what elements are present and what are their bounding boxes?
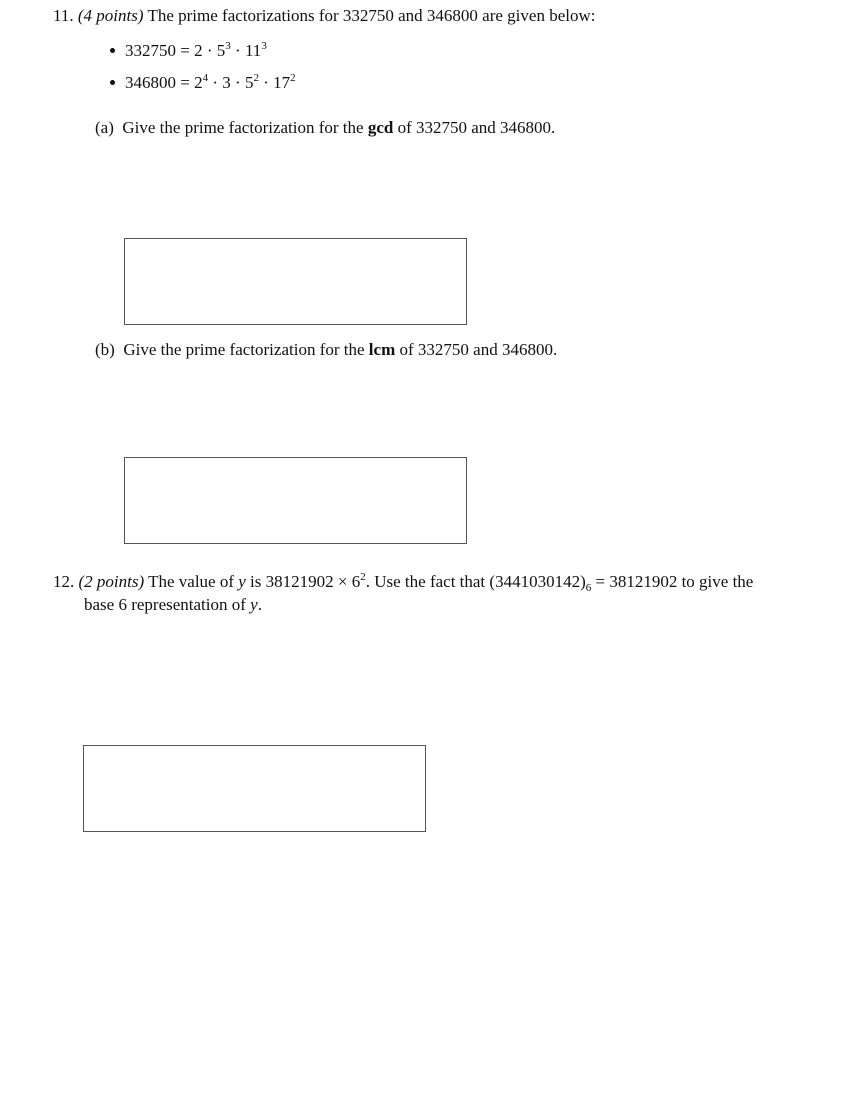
variable-y: y xyxy=(238,572,246,591)
q11-bullet-2: $346800 = 2^4 \cdot 3 \cdot 5^2 \cdot 17^2$ xyxy=(110,73,296,93)
q11-points: (4 points) xyxy=(77,6,144,25)
answer-box-b[interactable] xyxy=(124,457,467,544)
q11-heading xyxy=(53,6,595,26)
bullet-icon xyxy=(110,80,115,85)
q11-text: The prime factorizations for 332750 and 346800 are given below: xyxy=(147,6,596,25)
bullet-icon xyxy=(110,48,115,53)
variable-y: y xyxy=(250,595,258,614)
q12-number: 12. xyxy=(53,572,75,591)
q11-part-b: (b) Give the prime factorization for the lcm of 332750 and 346800. xyxy=(95,340,558,359)
part-b-label: (b) xyxy=(95,340,115,359)
answer-box-q12[interactable] xyxy=(83,745,426,832)
answer-box-a[interactable] xyxy=(124,238,467,325)
lcm-keyword: lcm xyxy=(368,340,396,359)
q11-number: 11. xyxy=(53,6,74,25)
q11-bullet-1: $332750 = 2 \cdot 5^3 \cdot 11^3$ xyxy=(110,41,267,61)
q12-line-2: base 6 representation of y. xyxy=(84,595,262,614)
q12-line-1: 12. (2 points) The value of y is $38121902 \times 6^2$. Use the fact that $(3441030142)_6 = 38121902$ to give the xyxy=(53,571,754,594)
part-a-label: (a) xyxy=(95,118,114,137)
gcd-keyword: gcd xyxy=(367,118,394,137)
q12-points: (2 points) xyxy=(78,572,145,591)
q11-part-a: (a) Give the prime factorization for the gcd of 332750 and 346800. xyxy=(95,118,556,137)
